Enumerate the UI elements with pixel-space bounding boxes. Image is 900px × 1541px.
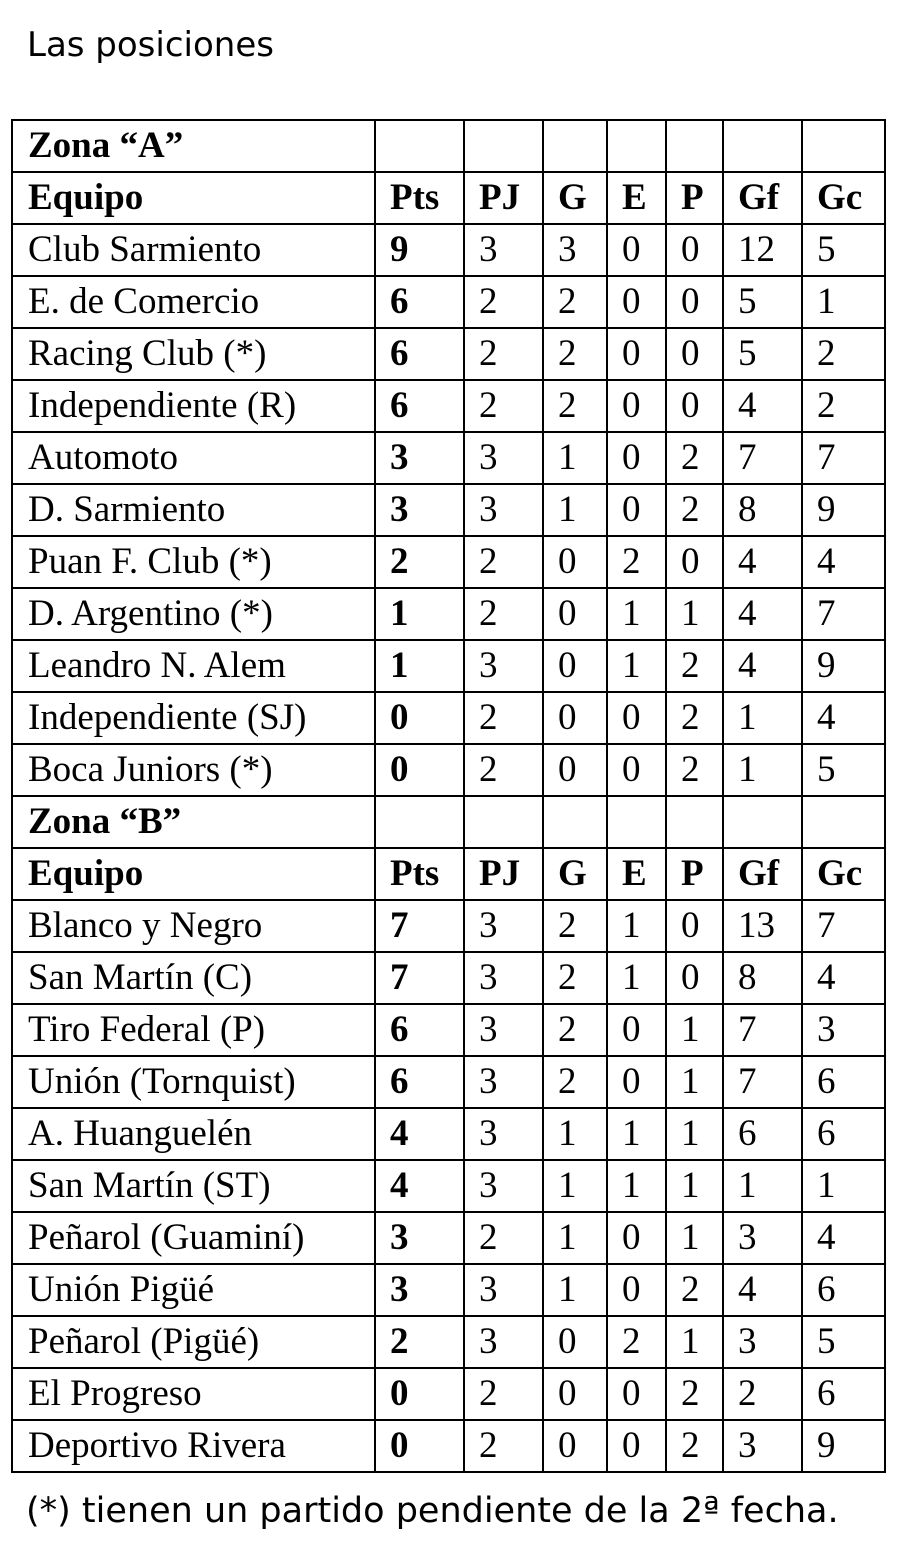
cell-e: 0 [607, 1420, 666, 1472]
cell-team: Unión Pigüé [12, 1264, 375, 1316]
cell-gc: 4 [802, 1212, 885, 1264]
cell-team: San Martín (C) [12, 952, 375, 1004]
cell-g: 2 [543, 380, 607, 432]
cell-pj: 3 [464, 640, 543, 692]
cell-p: 0 [666, 276, 723, 328]
cell-p: 2 [666, 484, 723, 536]
cell-pj: 3 [464, 1108, 543, 1160]
column-header-p: P [666, 172, 723, 224]
cell-pts: 6 [375, 328, 464, 380]
cell-p: 2 [666, 692, 723, 744]
cell-gc: 7 [802, 900, 885, 952]
cell-p: 0 [666, 380, 723, 432]
cell-g: 2 [543, 1056, 607, 1108]
cell-p: 0 [666, 224, 723, 276]
cell-gf: 8 [723, 484, 802, 536]
cell-p: 0 [666, 952, 723, 1004]
cell-e: 0 [607, 1264, 666, 1316]
cell-pts: 1 [375, 588, 464, 640]
cell-e: 0 [607, 380, 666, 432]
cell-pj: 3 [464, 1056, 543, 1108]
empty-cell [375, 796, 464, 848]
cell-g: 0 [543, 1316, 607, 1368]
cell-g: 0 [543, 1420, 607, 1472]
cell-p: 1 [666, 1108, 723, 1160]
cell-pts: 6 [375, 1056, 464, 1108]
cell-pts: 0 [375, 1420, 464, 1472]
cell-gc: 5 [802, 744, 885, 796]
column-header-pj: PJ [464, 172, 543, 224]
cell-gf: 1 [723, 1160, 802, 1212]
column-header-team: Equipo [12, 172, 375, 224]
column-header-team: Equipo [12, 848, 375, 900]
column-header-g: G [543, 172, 607, 224]
cell-pj: 2 [464, 692, 543, 744]
table-row [12, 744, 885, 796]
cell-pj: 2 [464, 328, 543, 380]
cell-gc: 1 [802, 1160, 885, 1212]
column-header-p: P [666, 848, 723, 900]
cell-pj: 2 [464, 536, 543, 588]
cell-gc: 6 [802, 1264, 885, 1316]
cell-team: Tiro Federal (P) [12, 1004, 375, 1056]
empty-cell [723, 796, 802, 848]
cell-pts: 0 [375, 744, 464, 796]
cell-pts: 6 [375, 1004, 464, 1056]
cell-g: 0 [543, 744, 607, 796]
cell-p: 0 [666, 536, 723, 588]
table-row [12, 1160, 885, 1212]
cell-team: E. de Comercio [12, 276, 375, 328]
cell-team: Unión (Tornquist) [12, 1056, 375, 1108]
empty-cell [375, 120, 464, 172]
cell-team: Blanco y Negro [12, 900, 375, 952]
cell-e: 0 [607, 1056, 666, 1108]
cell-pj: 2 [464, 1420, 543, 1472]
table-row [12, 640, 885, 692]
cell-g: 1 [543, 484, 607, 536]
cell-g: 0 [543, 1368, 607, 1420]
cell-gf: 4 [723, 380, 802, 432]
table-row [12, 380, 885, 432]
empty-cell [666, 120, 723, 172]
cell-e: 0 [607, 484, 666, 536]
cell-team: D. Sarmiento [12, 484, 375, 536]
column-header-pts: Pts [375, 848, 464, 900]
cell-gf: 13 [723, 900, 802, 952]
cell-p: 1 [666, 1004, 723, 1056]
table-row [12, 224, 885, 276]
empty-cell [666, 796, 723, 848]
cell-p: 0 [666, 900, 723, 952]
cell-pts: 3 [375, 1264, 464, 1316]
cell-pj: 2 [464, 744, 543, 796]
cell-p: 1 [666, 1056, 723, 1108]
table-row [12, 1108, 885, 1160]
cell-pj: 3 [464, 1160, 543, 1212]
cell-gc: 4 [802, 692, 885, 744]
cell-gf: 7 [723, 1056, 802, 1108]
empty-cell [543, 796, 607, 848]
empty-cell [802, 796, 885, 848]
cell-pts: 7 [375, 952, 464, 1004]
cell-gf: 3 [723, 1420, 802, 1472]
cell-team: Peñarol (Pigüé) [12, 1316, 375, 1368]
standings-table-body [12, 120, 885, 1472]
table-row [12, 692, 885, 744]
cell-gc: 5 [802, 224, 885, 276]
cell-gf: 1 [723, 744, 802, 796]
cell-e: 1 [607, 1160, 666, 1212]
cell-gc: 6 [802, 1056, 885, 1108]
cell-g: 0 [543, 692, 607, 744]
cell-pts: 7 [375, 900, 464, 952]
cell-p: 2 [666, 744, 723, 796]
cell-pts: 2 [375, 536, 464, 588]
table-row [12, 1004, 885, 1056]
table-row [12, 1056, 885, 1108]
cell-team: Club Sarmiento [12, 224, 375, 276]
column-header-gc: Gc [802, 848, 885, 900]
footnote: (*) tienen un partido pendiente de la 2ª fecha. [26, 1491, 839, 1531]
cell-p: 1 [666, 1212, 723, 1264]
empty-cell [607, 120, 666, 172]
table-row [12, 952, 885, 1004]
cell-gc: 3 [802, 1004, 885, 1056]
cell-e: 1 [607, 952, 666, 1004]
standings-table [11, 119, 886, 1473]
cell-e: 1 [607, 900, 666, 952]
cell-pj: 2 [464, 276, 543, 328]
cell-gc: 2 [802, 328, 885, 380]
cell-gc: 9 [802, 484, 885, 536]
cell-gf: 7 [723, 1004, 802, 1056]
cell-pts: 2 [375, 1316, 464, 1368]
cell-team: Boca Juniors (*) [12, 744, 375, 796]
table-row [12, 1420, 885, 1472]
cell-gf: 4 [723, 1264, 802, 1316]
cell-team: Racing Club (*) [12, 328, 375, 380]
empty-cell [543, 120, 607, 172]
cell-g: 2 [543, 952, 607, 1004]
cell-gf: 1 [723, 692, 802, 744]
cell-pj: 3 [464, 224, 543, 276]
column-header-gf: Gf [723, 848, 802, 900]
cell-gf: 8 [723, 952, 802, 1004]
table-row [12, 1212, 885, 1264]
column-header-e: E [607, 172, 666, 224]
cell-pts: 3 [375, 432, 464, 484]
cell-gf: 12 [723, 224, 802, 276]
cell-team: D. Argentino (*) [12, 588, 375, 640]
cell-pj: 3 [464, 432, 543, 484]
table-row [12, 900, 885, 952]
cell-pj: 2 [464, 380, 543, 432]
zone-title: Zona “A” [12, 120, 375, 172]
cell-gc: 5 [802, 1316, 885, 1368]
cell-e: 0 [607, 224, 666, 276]
cell-gf: 7 [723, 432, 802, 484]
empty-cell [723, 120, 802, 172]
cell-team: Independiente (R) [12, 380, 375, 432]
table-row [12, 1264, 885, 1316]
cell-team: El Progreso [12, 1368, 375, 1420]
cell-pj: 3 [464, 1316, 543, 1368]
cell-pts: 3 [375, 484, 464, 536]
cell-p: 1 [666, 588, 723, 640]
cell-gc: 1 [802, 276, 885, 328]
cell-pts: 3 [375, 1212, 464, 1264]
table-row [12, 536, 885, 588]
column-header-pj: PJ [464, 848, 543, 900]
column-header-gf: Gf [723, 172, 802, 224]
cell-team: Leandro N. Alem [12, 640, 375, 692]
cell-gc: 6 [802, 1368, 885, 1420]
table-header-row [12, 848, 885, 900]
cell-p: 0 [666, 328, 723, 380]
cell-gf: 3 [723, 1212, 802, 1264]
cell-pts: 6 [375, 380, 464, 432]
cell-pj: 2 [464, 1368, 543, 1420]
cell-p: 2 [666, 640, 723, 692]
cell-p: 1 [666, 1316, 723, 1368]
cell-gf: 4 [723, 588, 802, 640]
cell-e: 2 [607, 536, 666, 588]
empty-cell [464, 796, 543, 848]
cell-g: 1 [543, 1212, 607, 1264]
cell-e: 2 [607, 1316, 666, 1368]
cell-pj: 3 [464, 952, 543, 1004]
cell-team: Puan F. Club (*) [12, 536, 375, 588]
cell-gf: 5 [723, 276, 802, 328]
cell-g: 1 [543, 1264, 607, 1316]
cell-p: 2 [666, 432, 723, 484]
cell-pts: 1 [375, 640, 464, 692]
cell-g: 0 [543, 640, 607, 692]
cell-team: Peñarol (Guaminí) [12, 1212, 375, 1264]
cell-team: San Martín (ST) [12, 1160, 375, 1212]
table-row [12, 484, 885, 536]
cell-e: 1 [607, 1108, 666, 1160]
table-header-row [12, 172, 885, 224]
table-row [12, 328, 885, 380]
cell-gc: 7 [802, 588, 885, 640]
cell-pj: 3 [464, 484, 543, 536]
cell-g: 2 [543, 276, 607, 328]
cell-g: 1 [543, 1108, 607, 1160]
cell-pts: 4 [375, 1160, 464, 1212]
cell-g: 0 [543, 588, 607, 640]
zone-title-row [12, 796, 885, 848]
cell-team: Deportivo Rivera [12, 1420, 375, 1472]
cell-pj: 3 [464, 1264, 543, 1316]
table-row [12, 588, 885, 640]
cell-g: 0 [543, 536, 607, 588]
cell-team: A. Huanguelén [12, 1108, 375, 1160]
cell-e: 0 [607, 328, 666, 380]
cell-g: 2 [543, 328, 607, 380]
cell-pj: 2 [464, 1212, 543, 1264]
table-row [12, 276, 885, 328]
cell-p: 1 [666, 1160, 723, 1212]
cell-pts: 4 [375, 1108, 464, 1160]
cell-gc: 4 [802, 952, 885, 1004]
cell-team: Independiente (SJ) [12, 692, 375, 744]
cell-e: 1 [607, 588, 666, 640]
table-row [12, 1368, 885, 1420]
cell-g: 3 [543, 224, 607, 276]
cell-gf: 4 [723, 640, 802, 692]
cell-pts: 6 [375, 276, 464, 328]
cell-g: 2 [543, 1004, 607, 1056]
column-header-e: E [607, 848, 666, 900]
cell-gc: 9 [802, 1420, 885, 1472]
cell-e: 0 [607, 1368, 666, 1420]
table-row [12, 1316, 885, 1368]
empty-cell [802, 120, 885, 172]
zone-title: Zona “B” [12, 796, 375, 848]
cell-gf: 3 [723, 1316, 802, 1368]
cell-g: 2 [543, 900, 607, 952]
cell-p: 2 [666, 1368, 723, 1420]
cell-g: 1 [543, 1160, 607, 1212]
cell-gf: 4 [723, 536, 802, 588]
column-header-pts: Pts [375, 172, 464, 224]
cell-pj: 3 [464, 900, 543, 952]
cell-gc: 6 [802, 1108, 885, 1160]
cell-team: Automoto [12, 432, 375, 484]
cell-gc: 4 [802, 536, 885, 588]
page-title: Las posiciones [27, 25, 274, 65]
cell-gc: 7 [802, 432, 885, 484]
table-row [12, 432, 885, 484]
cell-gc: 9 [802, 640, 885, 692]
cell-e: 0 [607, 1004, 666, 1056]
cell-pj: 3 [464, 1004, 543, 1056]
cell-gc: 2 [802, 380, 885, 432]
cell-gf: 2 [723, 1368, 802, 1420]
cell-e: 1 [607, 640, 666, 692]
column-header-g: G [543, 848, 607, 900]
cell-e: 0 [607, 276, 666, 328]
cell-e: 0 [607, 1212, 666, 1264]
cell-pts: 0 [375, 692, 464, 744]
cell-e: 0 [607, 744, 666, 796]
cell-e: 0 [607, 432, 666, 484]
cell-pts: 0 [375, 1368, 464, 1420]
cell-g: 1 [543, 432, 607, 484]
cell-pts: 9 [375, 224, 464, 276]
column-header-gc: Gc [802, 172, 885, 224]
cell-gf: 6 [723, 1108, 802, 1160]
cell-p: 2 [666, 1264, 723, 1316]
empty-cell [464, 120, 543, 172]
cell-p: 2 [666, 1420, 723, 1472]
cell-e: 0 [607, 692, 666, 744]
cell-gf: 5 [723, 328, 802, 380]
zone-title-row [12, 120, 885, 172]
cell-pj: 2 [464, 588, 543, 640]
empty-cell [607, 796, 666, 848]
